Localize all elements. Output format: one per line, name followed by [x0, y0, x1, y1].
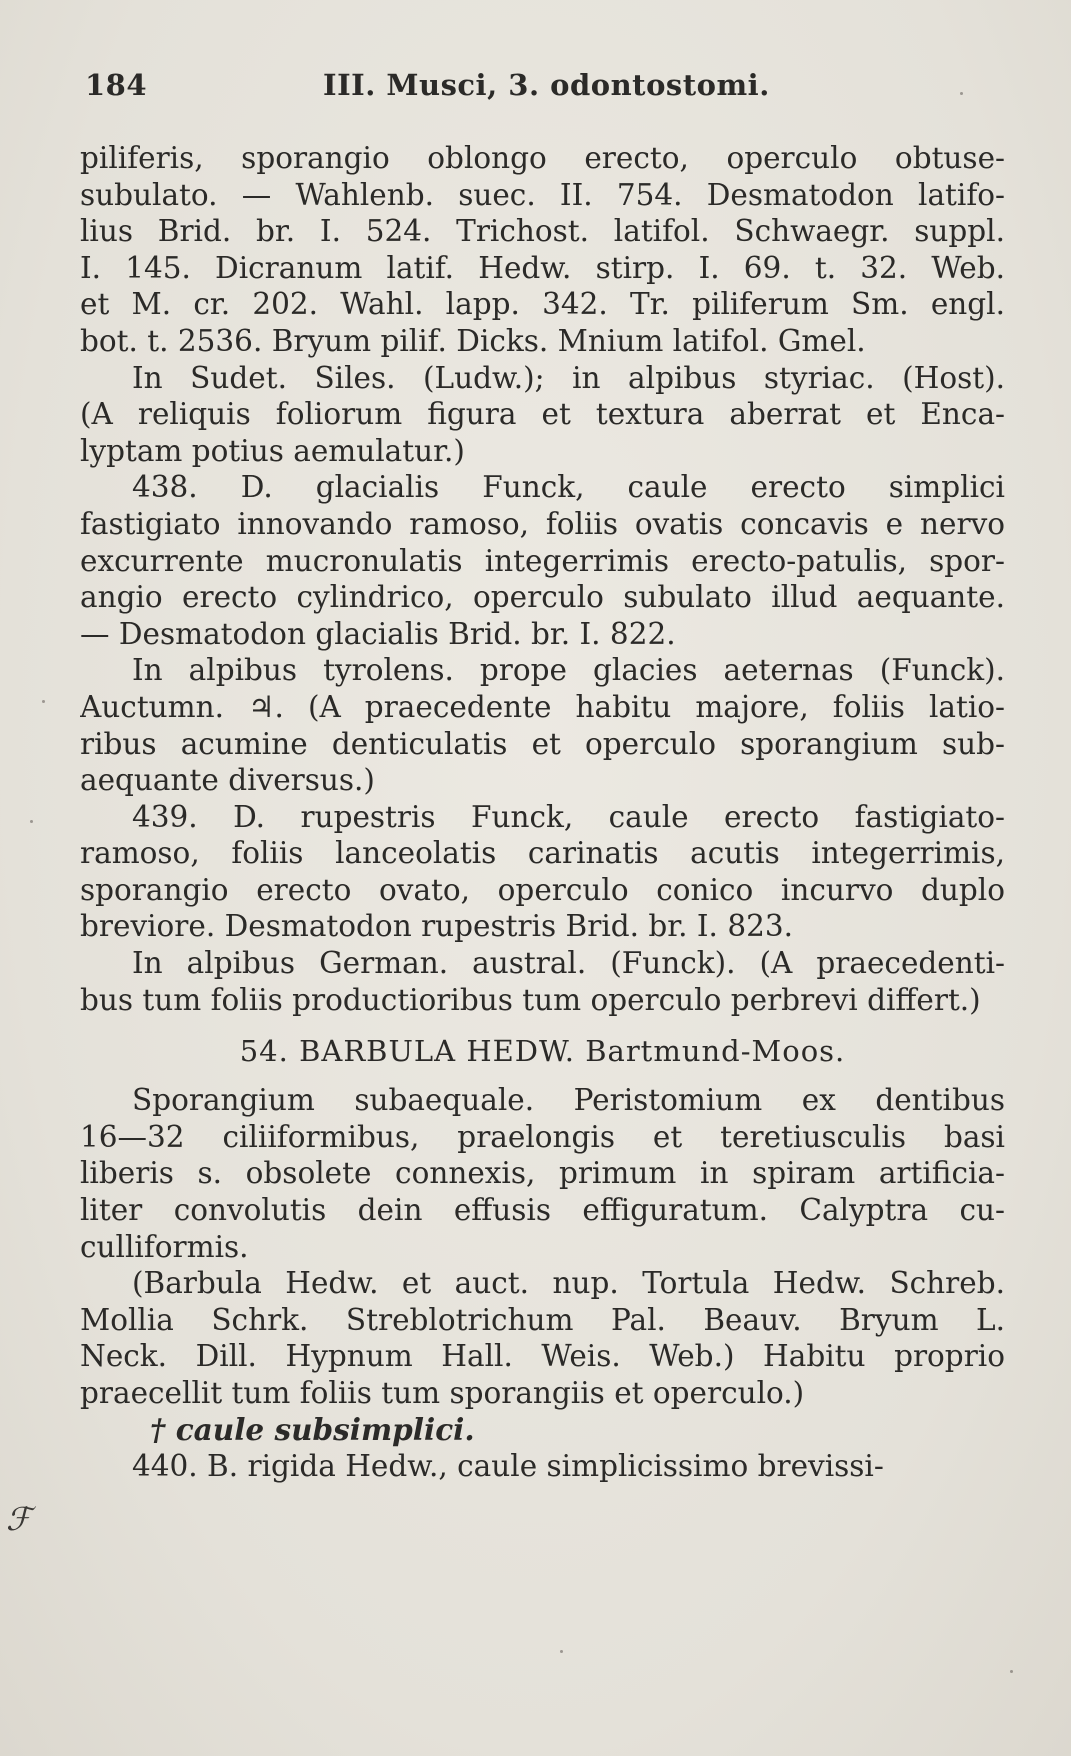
paper-speck: [560, 1650, 563, 1653]
text-line: Mollia Schrk. Streblotrichum Pal. Beauv. Bryum L.: [80, 1302, 1005, 1337]
text-line: fastigiato innovando ramoso, foliis ovatis concavis e nervo: [80, 506, 1005, 541]
margin-annotation: ℱ: [6, 1500, 32, 1538]
page-header: [85, 68, 845, 108]
text-line: piliferis, sporangio oblongo erecto, operculo obtuse-: [80, 141, 1005, 175]
text-line: angio erecto cylindrico, operculo subulato illud aequante.: [80, 580, 1005, 615]
text-line: — Desmatodon glacialis Brid. br. I. 822.: [80, 616, 676, 651]
text-line: liter convolutis dein effusis effiguratum. Calyptra cu-: [80, 1193, 1005, 1228]
text-line: (Barbula Hedw. et auct. nup. Tortula Hedw. Schreb.: [132, 1266, 1005, 1301]
species-439-title: 439. D. rupestris Funck, caule erecto fastigiato-: [132, 799, 1005, 834]
text-line: sporangio erecto ovato, operculo conico incurvo duplo: [80, 872, 1005, 907]
text-line: breviore. Desmatodon rupestris Brid. br. I. 823.: [80, 909, 793, 944]
text-line: subulato. — Wahlenb. suec. II. 754. Desmatodon latifo-: [80, 177, 1005, 212]
text-line: et M. cr. 202. Wahl. lapp. 342. Tr. piliferum Sm. engl.: [80, 287, 1005, 322]
text-line: praecellit tum foliis tum sporangiis et operculo.): [80, 1376, 805, 1410]
text-line: (A reliquis foliorum figura et textura aberrat et Enca-: [80, 397, 1005, 432]
text-line: 16—32 ciliiformibus, praelongis et teretiusculis basi: [80, 1119, 1005, 1154]
text-line: In Sudet. Siles. (Ludw.); in alpibus styriac. (Host).: [132, 360, 1005, 395]
text-line: bus tum foliis productioribus tum operculo perbrevi differt.): [80, 982, 981, 1017]
text-line: liberis s. obsolete connexis, primum in spiram artificia-: [80, 1156, 1005, 1191]
paper-speck: [1010, 1670, 1013, 1673]
paper-speck: [960, 92, 963, 95]
text-line: excurrente mucronulatis integerrimis erecto-patulis, spor-: [80, 543, 1005, 578]
text-line: Sporangium subaequale. Peristomium ex dentibus: [132, 1083, 1005, 1118]
paper-speck: [30, 820, 33, 823]
text-line: In alpibus German. austral. (Funck). (A praecedenti-: [132, 946, 1005, 981]
text-line: culliformis.: [80, 1229, 249, 1264]
text-line: In alpibus tyrolens. prope glacies aeternas (Funck).: [132, 653, 1005, 688]
body-text: [80, 140, 1005, 1485]
species-440-title: 440. B. rigida Hedw., caule simplicissimo brevissi-: [132, 1449, 884, 1484]
subsection-heading: † caule subsimplici.: [150, 1411, 475, 1447]
running-title: III. Musci, 3. odontostomi.: [323, 68, 770, 102]
text-line: aequante diversus.): [80, 763, 375, 798]
text-line: I. 145. Dicranum latif. Hedw. stirp. I. 69. t. 32. Web.: [80, 250, 1005, 285]
page-number: 184: [85, 68, 148, 102]
text-line: bot. t. 2536. Bryum pilif. Dicks. Mnium latifol. Gmel.: [80, 323, 866, 358]
text-line: ribus acumine denticulatis et operculo sporangium sub-: [80, 726, 1005, 761]
paper-speck: [42, 700, 45, 703]
text-line: lius Brid. br. I. 524. Trichost. latifol. Schwaegr. suppl.: [80, 214, 1005, 249]
text-line: Neck. Dill. Hypnum Hall. Weis. Web.) Habitu proprio: [80, 1339, 1005, 1374]
text-line: lyptam potius aemulatur.): [80, 433, 465, 468]
text-line: ramoso, foliis lanceolatis carinatis acutis integerrimis,: [80, 836, 1005, 871]
text-line: Auctumn. ♃. (A praecedente habitu majore, foliis latio-: [80, 689, 1005, 724]
species-438-title: 438. D. glacialis Funck, caule erecto simplici: [132, 470, 1005, 505]
genus-heading: 54. BARBULA HEDW. Bartmund-Moos.: [239, 1034, 846, 1069]
